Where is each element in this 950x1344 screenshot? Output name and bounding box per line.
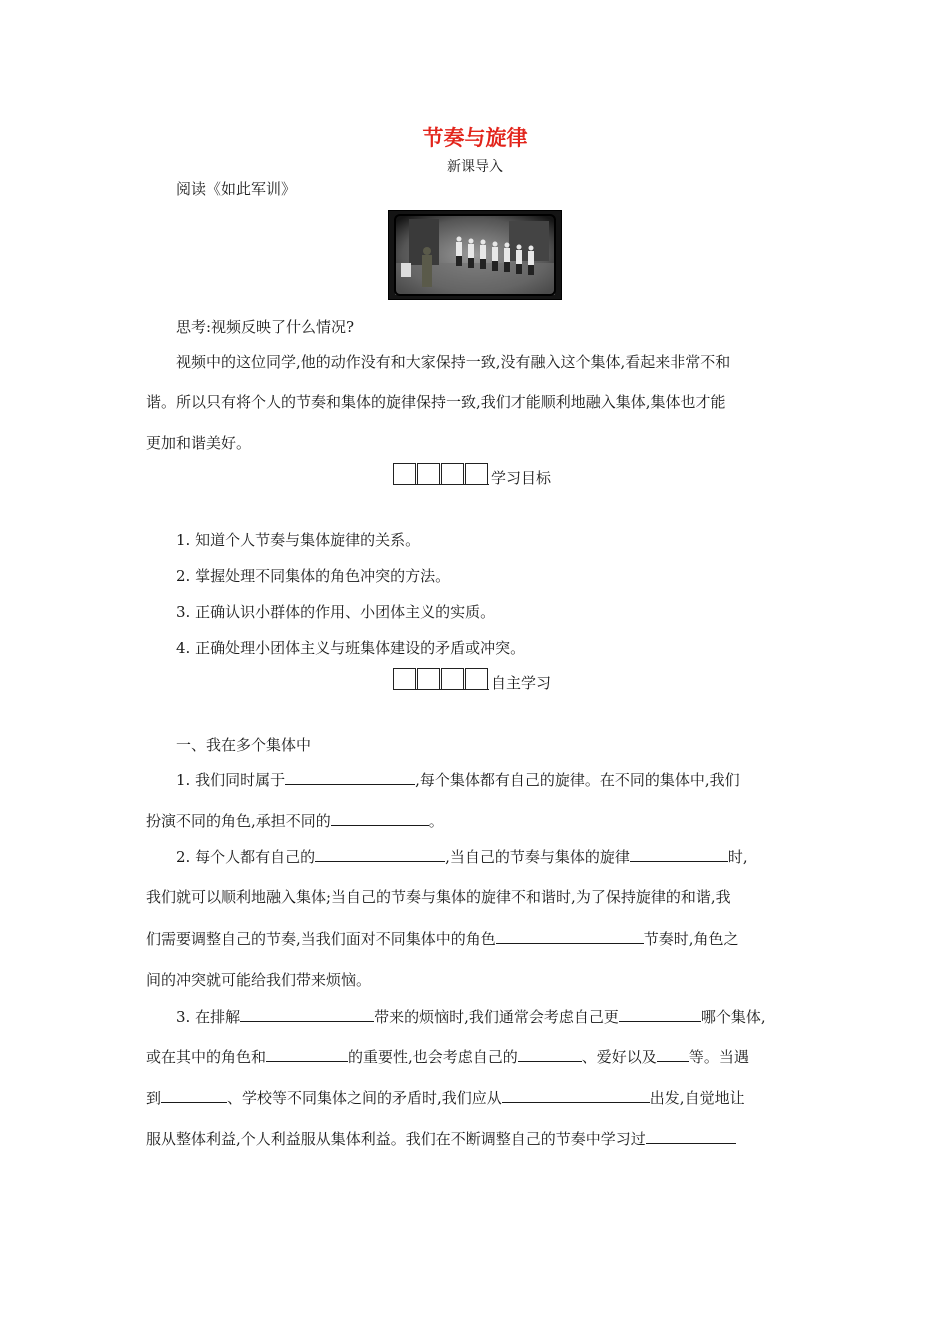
question-3-line-4: 服从整体利益,个人利益服从集体利益。我们在不断调整自己的节奏中学习过 bbox=[146, 1128, 736, 1149]
video-thumbnail[interactable] bbox=[388, 210, 562, 300]
fill-blank[interactable] bbox=[331, 811, 429, 826]
question-2-line-3: 们需要调整自己的节奏,当我们面对不同集体中的角色 节奏时,角色之 bbox=[146, 930, 739, 948]
video-frame-image bbox=[389, 211, 561, 299]
fill-blank[interactable] bbox=[502, 1088, 650, 1103]
heading-box bbox=[441, 463, 464, 485]
question-3-line-2: 或在其中的角色和 的重要性,也会考虑自己的 、爱好以及 等。当遇 bbox=[146, 1048, 749, 1066]
heading-box bbox=[417, 463, 440, 485]
fill-blank[interactable] bbox=[240, 1007, 374, 1022]
fill-blank[interactable] bbox=[161, 1088, 227, 1103]
fill-blank[interactable] bbox=[315, 847, 445, 862]
section-title: 一、我在多个集体中 bbox=[176, 736, 312, 754]
objectives-heading bbox=[393, 463, 593, 487]
heading-box bbox=[393, 463, 416, 485]
fill-blank[interactable] bbox=[630, 847, 728, 862]
section-subtitle: 新课导入 bbox=[447, 159, 503, 175]
fill-blank[interactable] bbox=[646, 1129, 736, 1144]
question-3-line-3: 到 、学校等不同集体之间的矛盾时,我们应从 出发,自觉地让 bbox=[146, 1089, 745, 1107]
page-title: 节奏与旋律 bbox=[422, 126, 528, 150]
fill-blank[interactable] bbox=[285, 770, 415, 785]
fill-blank[interactable] bbox=[496, 929, 644, 944]
fill-blank[interactable] bbox=[657, 1047, 689, 1062]
question-1-line-1: 1. 我们同时属于 ,每个集体都有自己的旋律。在不同的集体中,我们 bbox=[176, 771, 740, 789]
fill-blank[interactable] bbox=[619, 1007, 701, 1022]
question-2-line-4: 间的冲突就可能给我们带来烦恼。 bbox=[146, 971, 372, 989]
self-study-heading bbox=[393, 668, 593, 692]
answer-line-3: 更加和谐美好。 bbox=[146, 434, 252, 452]
objective-item-2: 2. 掌握处理不同集体的角色冲突的方法。 bbox=[176, 567, 451, 585]
heading-box bbox=[465, 668, 488, 690]
heading-box bbox=[465, 463, 488, 485]
heading-box bbox=[417, 668, 440, 690]
self-study-heading-label: 自主学习 bbox=[491, 674, 552, 692]
answer-line-1: 视频中的这位同学,他的动作没有和大家保持一致,没有融入这个集体,看起来非常不和 bbox=[176, 353, 731, 371]
fill-blank[interactable] bbox=[518, 1047, 582, 1062]
objectives-heading-label: 学习目标 bbox=[491, 469, 552, 487]
question-1-line-2: 扮演不同的角色,承担不同的 。 bbox=[146, 812, 444, 830]
read-label: 阅读《如此军训》 bbox=[176, 180, 297, 198]
objective-item-4: 4. 正确处理小团体主义与班集体建设的矛盾或冲突。 bbox=[176, 639, 526, 657]
objective-item-1: 1. 知道个人节奏与集体旋律的关系。 bbox=[176, 531, 421, 549]
question-2-line-2: 我们就可以顺利地融入集体;当自己的节奏与集体的旋律不和谐时,为了保持旋律的和谐,我 bbox=[146, 888, 731, 906]
heading-box bbox=[393, 668, 416, 690]
heading-box bbox=[441, 668, 464, 690]
question-3-line-1: 3. 在排解 带来的烦恼时,我们通常会考虑自己更 哪个集体, bbox=[176, 1008, 766, 1026]
question-2-line-1: 2. 每个人都有自己的 ,当自己的节奏与集体的旋律 时, bbox=[176, 848, 748, 866]
fill-blank[interactable] bbox=[266, 1047, 348, 1062]
think-question: 思考:视频反映了什么情况? bbox=[176, 318, 355, 336]
answer-line-2: 谐。所以只有将个人的节奏和集体的旋律保持一致,我们才能顺利地融入集体,集体也才能 bbox=[146, 393, 726, 411]
objective-item-3: 3. 正确认识小群体的作用、小团体主义的实质。 bbox=[176, 603, 496, 621]
